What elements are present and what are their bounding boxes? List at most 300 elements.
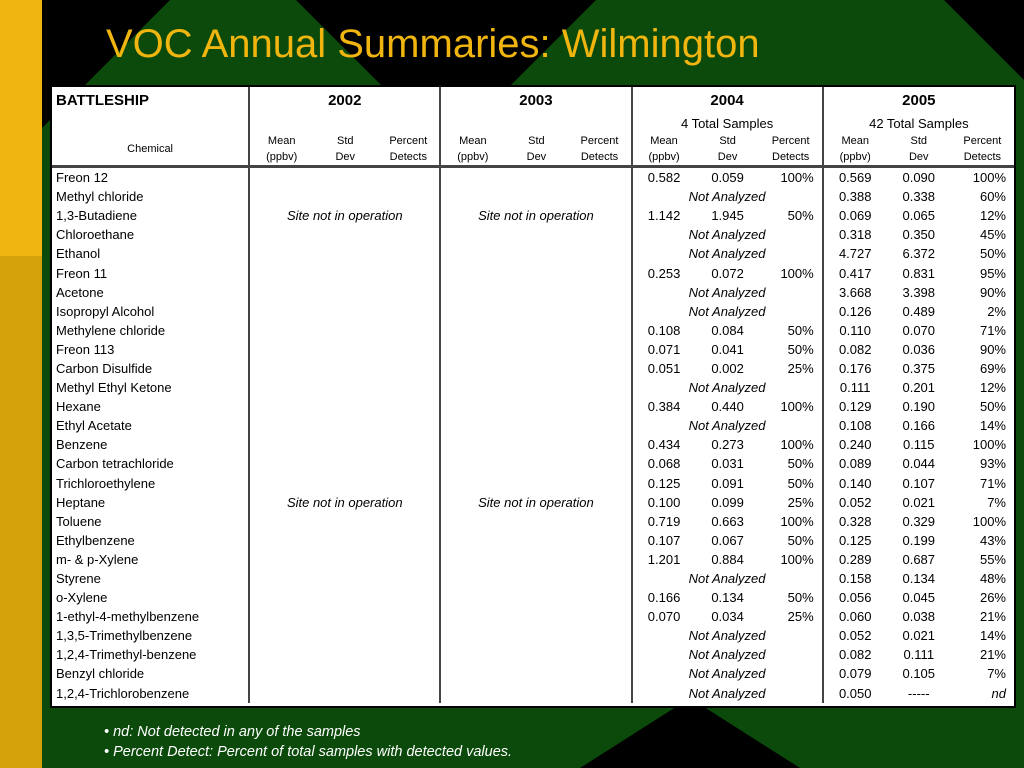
year-2003-cell (440, 664, 631, 683)
chemical-name: Ethyl Acetate (56, 418, 132, 434)
std-value: 0.134 (711, 590, 744, 606)
not-analyzed: Not Analyzed (632, 225, 823, 244)
percent-value: 25% (787, 494, 814, 510)
year-2002-cell (249, 531, 440, 550)
std-value: 0.687 (902, 551, 936, 567)
year-header-2003: 2003 (440, 87, 631, 113)
std-value: 0.884 (711, 551, 744, 567)
background-triangle (580, 698, 800, 768)
std-value: 0.350 (902, 227, 936, 243)
percent-value: nd (991, 685, 1006, 701)
year-2002-cell (249, 626, 440, 645)
percent-header: Percent (963, 135, 1002, 147)
std-value: 0.090 (902, 170, 936, 186)
mean-unit-header: (ppbv) (632, 149, 696, 167)
std-value: 0.099 (711, 494, 744, 510)
year-2003-cell (440, 321, 631, 340)
table-row (52, 187, 1014, 206)
percent-value: 100% (780, 437, 814, 453)
table-row (52, 588, 1014, 607)
table-row (52, 397, 1014, 416)
year-2002-cell (249, 359, 440, 378)
year-2003-cell (440, 607, 631, 626)
percent-value: 90% (979, 341, 1006, 357)
table-row (52, 283, 1014, 302)
chemical-name: Heptane (56, 494, 106, 510)
table-row (52, 340, 1014, 359)
year-2002-cell (249, 378, 440, 397)
mean-value: 0.158 (823, 569, 887, 588)
std-value: 0.036 (902, 341, 936, 357)
background-gold-top (0, 0, 42, 256)
table-row (52, 263, 1014, 282)
mean-unit-header: (ppbv) (823, 149, 887, 167)
year-2003-cell (440, 302, 631, 321)
std-value: 0.134 (902, 571, 936, 587)
std-header: Std (910, 135, 928, 147)
std-value: 0.002 (711, 360, 744, 376)
year-2003-cell (440, 454, 631, 473)
mean-header: Mean (632, 133, 696, 149)
mean-value: 0.108 (823, 416, 887, 435)
percent-header: Percent (771, 135, 810, 147)
year-2003-cell (440, 416, 631, 435)
background-gold-bottom (0, 256, 42, 768)
not-analyzed: Not Analyzed (632, 283, 823, 302)
percent-value: 60% (979, 189, 1006, 205)
percent-value: 100% (972, 170, 1006, 186)
not-analyzed: Not Analyzed (632, 569, 823, 588)
std-unit-header: Dev (908, 151, 929, 163)
std-value: 0.273 (711, 437, 744, 453)
mean-value: 0.388 (823, 187, 887, 206)
header-row-columns (52, 133, 1014, 149)
percent-value: 50% (787, 456, 814, 472)
chemical-name: 1,3,5-Trimethylbenzene (56, 628, 193, 644)
std-value: 1.945 (711, 208, 744, 224)
std-header: Std (528, 135, 545, 147)
year-2002-cell (249, 607, 440, 626)
chemical-name: Ethanol (56, 246, 101, 262)
chemical-name: Methylene chloride (56, 322, 166, 338)
samples-header (249, 113, 440, 133)
mean-value: 0.384 (632, 397, 696, 416)
not-analyzed: Not Analyzed (632, 645, 823, 664)
percent-value: 71% (979, 322, 1006, 338)
percent-value: 26% (979, 590, 1006, 606)
mean-value: 0.110 (823, 321, 887, 340)
std-value: 0.338 (902, 189, 936, 205)
chemical-name: Freon 113 (56, 341, 115, 357)
chemical-name: Trichloroethylene (56, 475, 156, 491)
percent-unit-header: Detects (580, 151, 619, 163)
year-2003-cell (440, 550, 631, 569)
chemical-name: Styrene (56, 571, 101, 587)
percent-value: 14% (979, 418, 1006, 434)
chemical-name: m- & p-Xylene (56, 551, 139, 567)
year-2002-cell (249, 244, 440, 263)
std-unit-header: Dev (717, 151, 738, 163)
table-row (52, 454, 1014, 473)
mean-value: 0.166 (632, 588, 696, 607)
data-table (52, 87, 1014, 703)
mean-value: 0.289 (823, 550, 887, 569)
year-2002-cell (249, 645, 440, 664)
std-value: 0.072 (711, 265, 744, 281)
percent-value: 100% (780, 265, 814, 281)
table-row (52, 626, 1014, 645)
chemical-name: 1,2,4-Trichlorobenzene (56, 685, 190, 701)
table-row (52, 550, 1014, 569)
std-value: 0.831 (902, 265, 936, 281)
percent-value: 25% (787, 360, 814, 376)
mean-header: Mean (823, 133, 887, 149)
percent-value: 100% (780, 170, 814, 186)
table-row (52, 416, 1014, 435)
percent-value: 50% (787, 475, 814, 491)
samples-header (440, 113, 631, 133)
std-value: 0.021 (902, 628, 936, 644)
percent-value: 45% (979, 227, 1006, 243)
percent-value: 7% (987, 666, 1006, 682)
percent-value: 93% (979, 456, 1006, 472)
chemical-name: 1,3-Butadiene (56, 208, 137, 224)
table-row (52, 206, 1014, 225)
chemical-name: Methyl Ethyl Ketone (56, 380, 172, 396)
percent-value: 50% (787, 322, 814, 338)
mean-value: 3.668 (823, 283, 887, 302)
year-2003-cell (440, 512, 631, 531)
std-unit-header: Dev (335, 151, 356, 163)
year-2002-cell (249, 397, 440, 416)
mean-value: 0.125 (632, 474, 696, 493)
mean-unit-header: (ppbv) (440, 149, 504, 167)
year-2002-cell: Site not in operation (249, 493, 440, 512)
year-header-2002: 2002 (249, 87, 440, 113)
chemical-name: 1-ethyl-4-methylbenzene (56, 609, 200, 625)
mean-value: 0.068 (632, 454, 696, 473)
mean-value: 0.328 (823, 512, 887, 531)
std-value: 0.038 (902, 609, 936, 625)
percent-value: 21% (979, 609, 1006, 625)
std-value: 0.111 (903, 647, 935, 663)
table-row (52, 359, 1014, 378)
year-2003-cell (440, 397, 631, 416)
chemical-name: Hexane (56, 399, 101, 415)
not-analyzed: Not Analyzed (632, 684, 823, 703)
percent-value: 7% (987, 494, 1006, 510)
year-2003-cell (440, 626, 631, 645)
percent-value: 50% (787, 208, 814, 224)
table-row (52, 569, 1014, 588)
percent-value: 50% (979, 399, 1006, 415)
chemical-name: Freon 12 (56, 170, 109, 186)
year-2003-cell (440, 531, 631, 550)
chemical-name: Methyl chloride (56, 189, 144, 205)
std-value: 0.329 (902, 513, 936, 529)
chemical-name: 1,2,4-Trimethyl-benzene (56, 647, 197, 663)
std-value: 0.034 (711, 609, 744, 625)
blank-cell (52, 113, 249, 133)
mean-value: 0.070 (632, 607, 696, 626)
year-2003-cell (440, 263, 631, 282)
mean-value: 0.089 (823, 454, 887, 473)
table-row (52, 684, 1014, 703)
percent-value: 100% (780, 551, 814, 567)
std-value: 0.067 (711, 532, 744, 548)
year-2002-cell (249, 454, 440, 473)
mean-value: 0.111 (823, 378, 887, 397)
percent-value: 25% (787, 609, 814, 625)
percent-value: 95% (979, 265, 1006, 281)
chemical-name: Benzene (56, 437, 108, 453)
year-2003-cell (440, 378, 631, 397)
percent-value: 69% (979, 360, 1006, 376)
percent-value: 100% (780, 513, 814, 529)
year-2003-cell: Site not in operation (440, 206, 631, 225)
percent-header: Percent (580, 135, 619, 147)
mean-value: 0.108 (632, 321, 696, 340)
mean-value: 0.253 (632, 263, 696, 282)
mean-value: 0.082 (823, 645, 887, 664)
table-row (52, 302, 1014, 321)
mean-value: 0.050 (823, 684, 887, 703)
header-row-years (52, 87, 1014, 113)
year-2002-cell (249, 263, 440, 282)
std-value: 0.084 (711, 322, 744, 338)
footnote-percent-detect: • Percent Detect: Percent of total samples with detected values. (104, 744, 513, 760)
percent-value: 90% (979, 284, 1006, 300)
year-2002-cell (249, 321, 440, 340)
samples-header: 4 Total Samples (632, 113, 823, 133)
std-value: 6.372 (902, 246, 936, 262)
chemical-name: Ethylbenzene (56, 532, 135, 548)
percent-value: 2% (987, 303, 1006, 319)
table-row (52, 244, 1014, 263)
mean-value: 0.052 (823, 493, 887, 512)
year-2003-cell: Site not in operation (440, 493, 631, 512)
mean-value: 0.051 (632, 359, 696, 378)
std-value: 0.201 (902, 380, 936, 396)
year-2002-cell (249, 684, 440, 703)
percent-unit-header: Detects (963, 151, 1002, 163)
percent-value: 48% (979, 571, 1006, 587)
mean-value: 0.100 (632, 493, 696, 512)
table-row (52, 378, 1014, 397)
year-2003-cell (440, 187, 631, 206)
not-analyzed: Not Analyzed (632, 664, 823, 683)
footnote-nd: • nd: Not detected in any of the samples (104, 724, 361, 740)
slide-title: VOC Annual Summaries: Wilmington (106, 22, 760, 66)
std-value: 0.166 (902, 418, 936, 434)
std-value: 0.045 (902, 590, 936, 606)
mean-value: 0.569 (823, 168, 887, 187)
year-2002-cell: Site not in operation (249, 206, 440, 225)
year-2003-cell (440, 569, 631, 588)
std-value: 0.107 (902, 475, 936, 491)
std-value: 3.398 (902, 284, 936, 300)
percent-value: 100% (972, 437, 1006, 453)
std-value: 0.190 (902, 399, 936, 415)
background-triangle (944, 0, 1024, 80)
mean-value: 0.082 (823, 340, 887, 359)
year-2002-cell (249, 569, 440, 588)
year-2002-cell (249, 550, 440, 569)
not-analyzed: Not Analyzed (632, 626, 823, 645)
chemical-name: Isopropyl Alcohol (56, 303, 155, 319)
mean-value: 0.107 (632, 531, 696, 550)
mean-value: 0.071 (632, 340, 696, 359)
table-row (52, 435, 1014, 454)
mean-value: 0.129 (823, 397, 887, 416)
table-row (52, 512, 1014, 531)
year-2002-cell (249, 187, 440, 206)
percent-value: 50% (787, 341, 814, 357)
percent-unit-header: Detects (389, 151, 427, 163)
mean-value: 0.582 (632, 168, 696, 187)
percent-value: 55% (979, 551, 1006, 567)
percent-header: Percent (389, 135, 428, 147)
site-name: BATTLESHIP (56, 91, 150, 109)
year-2003-cell (440, 340, 631, 359)
percent-value: 71% (979, 475, 1006, 491)
mean-header: Mean (249, 133, 313, 149)
table-row (52, 607, 1014, 626)
mean-value: 0.060 (823, 607, 887, 626)
year-2003-cell (440, 225, 631, 244)
percent-value: 50% (787, 590, 814, 606)
std-value: 0.663 (711, 513, 744, 529)
chemical-name: Carbon Disulfide (56, 360, 153, 376)
mean-value: 0.318 (823, 225, 887, 244)
year-2003-cell (440, 588, 631, 607)
year-2002-cell (249, 416, 440, 435)
percent-value: 50% (787, 532, 814, 548)
mean-header: Mean (440, 133, 504, 149)
std-value: 0.041 (711, 341, 744, 357)
std-value: 0.375 (902, 360, 936, 376)
std-unit-header: Dev (526, 151, 547, 163)
year-2002-cell (249, 512, 440, 531)
year-header-2005: 2005 (823, 87, 1014, 113)
std-value: 0.199 (902, 532, 936, 548)
std-value: 0.065 (902, 208, 936, 224)
mean-value: 0.417 (823, 263, 887, 282)
not-analyzed: Not Analyzed (632, 302, 823, 321)
not-analyzed: Not Analyzed (632, 416, 823, 435)
std-header: Std (719, 135, 736, 147)
chemical-column-header: Chemical (127, 143, 174, 155)
mean-value: 0.719 (632, 512, 696, 531)
std-value: 0.440 (711, 399, 744, 415)
mean-value: 4.727 (823, 244, 887, 263)
year-2003-cell (440, 474, 631, 493)
chemical-name: Carbon tetrachloride (56, 456, 174, 472)
std-value: 0.105 (902, 666, 936, 682)
percent-value: 100% (972, 513, 1006, 529)
percent-unit-header: Detects (772, 151, 810, 163)
chemical-name: Freon 11 (56, 265, 108, 281)
year-2003-cell (440, 684, 631, 703)
year-2002-cell (249, 340, 440, 359)
not-analyzed: Not Analyzed (632, 187, 823, 206)
std-value: 0.021 (902, 494, 936, 510)
year-2002-cell (249, 168, 440, 187)
mean-value: 0.176 (823, 359, 887, 378)
header-row-samples (52, 113, 1014, 133)
percent-value: 14% (979, 628, 1006, 644)
std-value: ----- (907, 685, 930, 701)
year-2003-cell (440, 168, 631, 187)
table-row (52, 168, 1014, 187)
mean-value: 0.125 (823, 531, 887, 550)
mean-value: 0.126 (823, 302, 887, 321)
not-analyzed: Not Analyzed (632, 378, 823, 397)
table-row (52, 321, 1014, 340)
mean-value: 0.069 (823, 206, 887, 225)
voc-summary-table (50, 85, 1016, 708)
std-header: Std (336, 135, 354, 147)
table-row (52, 493, 1014, 512)
std-value: 0.489 (902, 303, 936, 319)
year-2002-cell (249, 664, 440, 683)
table-row (52, 531, 1014, 550)
mean-value: 0.056 (823, 588, 887, 607)
mean-value: 0.140 (823, 474, 887, 493)
samples-header: 42 Total Samples (823, 113, 1014, 133)
std-value: 0.059 (711, 170, 744, 186)
percent-value: 21% (979, 647, 1006, 663)
percent-value: 100% (780, 399, 814, 415)
chemical-name: o-Xylene (56, 590, 108, 606)
std-value: 0.044 (902, 456, 936, 472)
year-2002-cell (249, 588, 440, 607)
table-row (52, 645, 1014, 664)
not-analyzed: Not Analyzed (632, 244, 823, 263)
year-2003-cell (440, 645, 631, 664)
footnotes (104, 722, 512, 762)
year-2003-cell (440, 359, 631, 378)
percent-value: 50% (979, 246, 1006, 262)
year-2002-cell (249, 474, 440, 493)
std-value: 0.070 (902, 322, 936, 338)
year-2003-cell (440, 244, 631, 263)
year-2002-cell (249, 435, 440, 454)
chemical-name: Acetone (56, 284, 104, 300)
std-value: 0.031 (711, 456, 744, 472)
table-row (52, 664, 1014, 683)
mean-value: 0.434 (632, 435, 696, 454)
percent-value: 43% (979, 532, 1006, 548)
std-value: 0.091 (711, 475, 744, 491)
mean-value: 0.240 (823, 435, 887, 454)
year-2003-cell (440, 435, 631, 454)
mean-value: 1.201 (632, 550, 696, 569)
table-row (52, 225, 1014, 244)
chemical-name: Toluene (56, 513, 102, 529)
mean-unit-header: (ppbv) (249, 149, 313, 167)
chemical-name: Chloroethane (56, 227, 135, 243)
year-header-2004: 2004 (632, 87, 823, 113)
percent-value: 12% (979, 208, 1006, 224)
std-value: 0.115 (902, 437, 935, 453)
table-row (52, 474, 1014, 493)
mean-value: 1.142 (632, 206, 696, 225)
mean-value: 0.052 (823, 626, 887, 645)
year-2002-cell (249, 302, 440, 321)
year-2002-cell (249, 283, 440, 302)
year-2003-cell (440, 283, 631, 302)
